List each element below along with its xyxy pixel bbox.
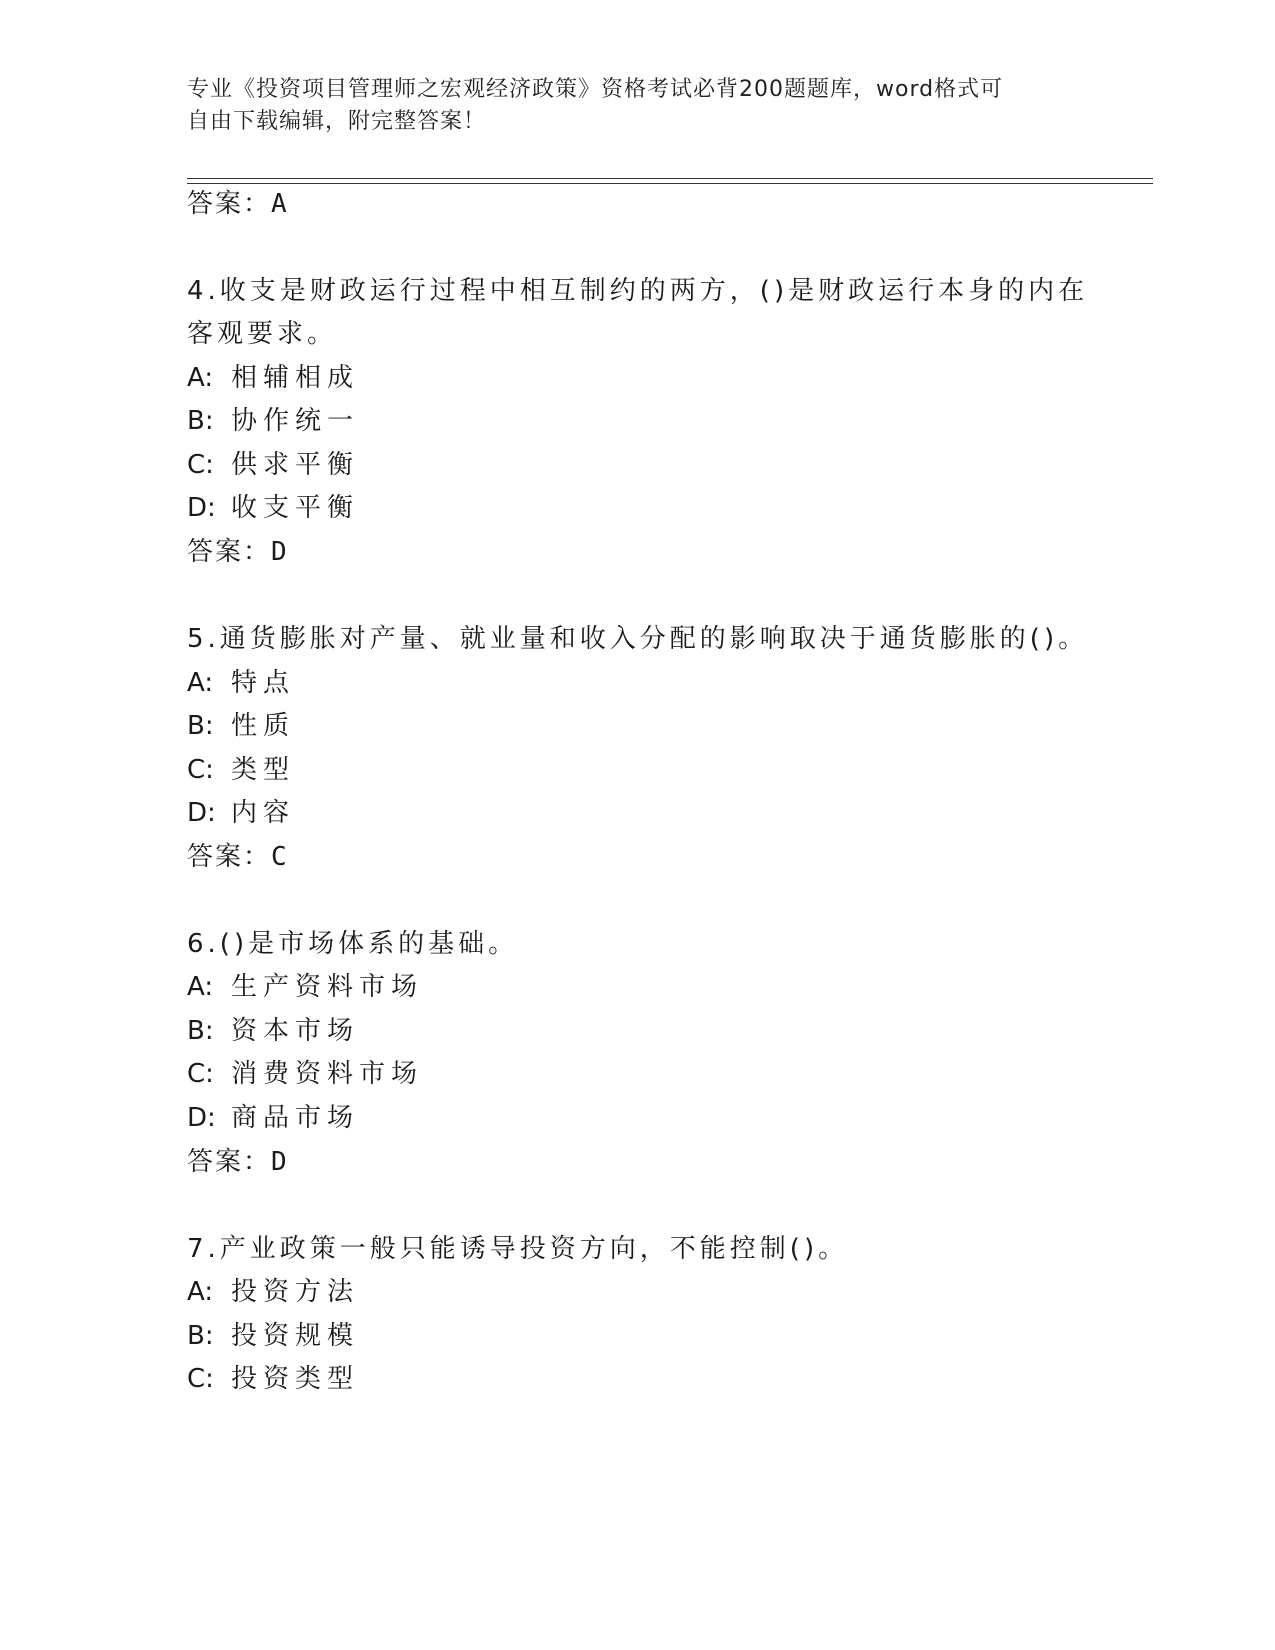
question-4-answer (187, 536, 287, 568)
option-text: 相辅相成 (231, 363, 360, 393)
option-letter: D: (187, 798, 216, 828)
option-text: 类型 (231, 755, 296, 785)
question-5-option-c (187, 754, 295, 786)
question-7-option-b (187, 1320, 359, 1352)
answer-line (187, 188, 287, 220)
question-5-option-b (187, 710, 295, 742)
question-4-option-c (187, 449, 359, 481)
option-text: 消费资料市场 (231, 1059, 424, 1089)
question-7-option-c (187, 1363, 359, 1395)
question-5-option-a (187, 667, 295, 699)
option-letter: A: (187, 1277, 214, 1307)
option-text: 生产资料市场 (231, 972, 424, 1002)
answer-label: 答案： (187, 1147, 272, 1177)
answer-label: 答案： (187, 842, 272, 872)
question-6-option-b (187, 1015, 359, 1047)
option-letter: A: (187, 972, 214, 1002)
answer-label: 答案： (187, 537, 272, 567)
option-text: 内容 (231, 798, 296, 828)
question-5-text: 5.通货膨胀对产量、就业量和收入分配的影响取决于通货膨胀的()。 (187, 624, 1089, 654)
option-letter: B: (187, 1321, 214, 1351)
option-letter: B: (187, 406, 214, 436)
question-4-option-b (187, 405, 359, 437)
answer-value: D (271, 537, 287, 567)
option-letter: A: (187, 363, 214, 393)
answer-value: C (271, 842, 287, 872)
answer-value: A (271, 189, 287, 219)
option-text: 供求平衡 (231, 450, 360, 480)
header-divider-bottom (187, 183, 1153, 184)
option-text: 性质 (231, 711, 296, 741)
document-header (187, 74, 1067, 138)
option-text: 特点 (231, 668, 296, 698)
option-letter: B: (187, 1016, 214, 1046)
answer-label: 答案： (187, 189, 272, 219)
option-letter: C: (187, 1364, 214, 1394)
option-letter: C: (187, 1059, 214, 1089)
option-letter: A: (187, 668, 214, 698)
option-text: 投资方法 (231, 1277, 360, 1307)
question-5-answer (187, 841, 287, 873)
question-7-option-a (187, 1276, 359, 1308)
option-letter: C: (187, 450, 214, 480)
option-letter: C: (187, 755, 214, 785)
option-letter: D: (187, 493, 216, 523)
header-divider-top (187, 178, 1153, 179)
option-letter: B: (187, 711, 214, 741)
question-5-option-d (187, 797, 295, 829)
option-text: 资本市场 (231, 1016, 360, 1046)
question-7-text: 7.产业政策一般只能诱导投资方向，不能控制()。 (187, 1234, 849, 1264)
option-text: 投资规模 (231, 1321, 360, 1351)
option-text: 收支平衡 (231, 493, 360, 523)
question-6-option-d (187, 1102, 359, 1134)
option-text: 协作统一 (231, 406, 360, 436)
question-4-text: 4.收支是财政运行过程中相互制约的两方，()是财政运行本身的内在 (187, 276, 1089, 306)
question-6-text: 6.()是市场体系的基础。 (187, 929, 519, 959)
question-4-text-cont: 客观要求。 (187, 319, 338, 349)
header-title-line1: 专业《投资项目管理师之宏观经济政策》资格考试必背200题题库，word格式可 (187, 77, 1004, 102)
question-6-answer (187, 1146, 287, 1178)
option-text: 投资类型 (231, 1364, 360, 1394)
option-text: 商品市场 (231, 1103, 360, 1133)
header-title-line2: 自由下载编辑，附完整答案！ (187, 109, 487, 134)
question-4-option-a (187, 362, 359, 394)
question-4-option-d (187, 492, 359, 524)
answer-value: D (271, 1147, 287, 1177)
option-letter: D: (187, 1103, 216, 1133)
question-6-option-c (187, 1058, 423, 1090)
question-6-option-a (187, 971, 423, 1003)
